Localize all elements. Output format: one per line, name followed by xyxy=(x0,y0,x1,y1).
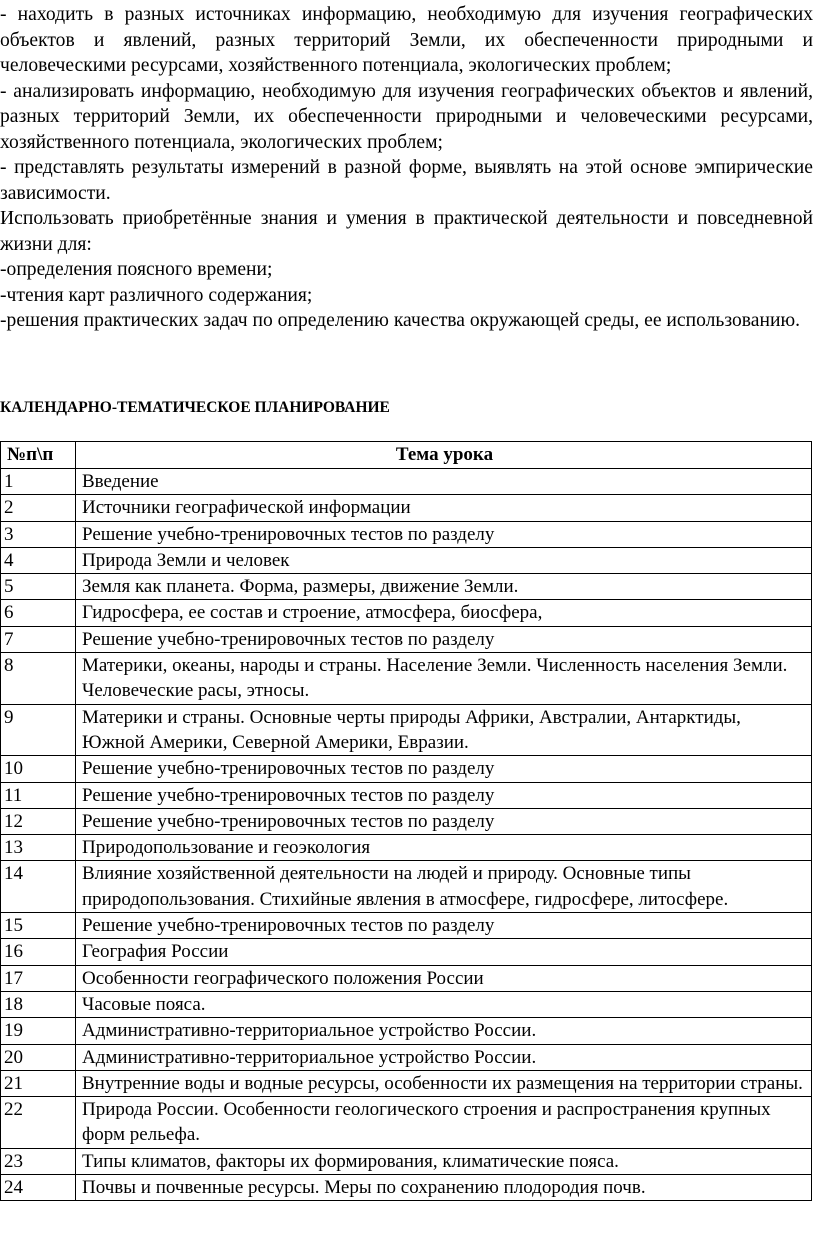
intro-paragraph: - анализировать информацию, необходимую для изучения географических объектов и явлений, разных территорий Земли, их обеспеченности природными и человеческими ресурсами, хозяйственного потенциала, экологических проблем; xyxy=(0,80,813,153)
lesson-topic-cell: Решение учебно-тренировочных тестов по разделу xyxy=(76,782,812,808)
intro-paragraph: -чтения карт различного содержания; xyxy=(0,284,313,306)
lesson-number-cell: 8 xyxy=(1,653,76,705)
table-row xyxy=(1,1175,812,1201)
table-row xyxy=(1,704,812,756)
table-row xyxy=(1,913,812,939)
lesson-topic-cell: Материки, океаны, народы и страны. Население Земли. Численность населения Земли. Человеческие расы, этносы. xyxy=(76,653,812,705)
lesson-topic-cell: Особенности географического положения России xyxy=(76,965,812,991)
table-row xyxy=(1,835,812,861)
lesson-topic-cell: Решение учебно-тренировочных тестов по разделу xyxy=(76,913,812,939)
lesson-topic-cell: География России xyxy=(76,939,812,965)
intro-paragraph: - находить в разных источниках информацию, необходимую для изучения географических объектов и явлений, разных территорий Земли, их обеспеченности природными и человеческими ресурсами, хозяйственного потенциала, экологических проблем; xyxy=(0,4,813,76)
column-header-topic: Тема урока xyxy=(76,442,812,469)
lesson-topic-cell: Административно-территориальное устройство России. xyxy=(76,1018,812,1044)
lesson-topic-cell: Природопользование и геоэкология xyxy=(76,835,812,861)
lesson-topic-cell: Земля как планета. Форма, размеры, движение Земли. xyxy=(76,574,812,600)
lesson-number-cell: 14 xyxy=(1,861,76,913)
lesson-number-cell: 20 xyxy=(1,1044,76,1070)
lesson-number-cell: 23 xyxy=(1,1148,76,1174)
lesson-number-cell: 10 xyxy=(1,756,76,782)
table-row xyxy=(1,495,812,521)
lesson-topic-cell: Гидросфера, ее состав и строение, атмосфера, биосфера, xyxy=(76,600,812,626)
table-row xyxy=(1,469,812,495)
lesson-topic-cell: Часовые пояса. xyxy=(76,991,812,1017)
lesson-number-cell: 5 xyxy=(1,574,76,600)
lesson-number-cell: 13 xyxy=(1,835,76,861)
table-row xyxy=(1,600,812,626)
table-row xyxy=(1,756,812,782)
lesson-number-cell: 22 xyxy=(1,1097,76,1149)
intro-paragraph: - представлять результаты измерений в разной форме, выявлять на этой основе эмпирические зависимости. xyxy=(0,157,813,204)
table-header-row xyxy=(1,442,812,469)
table-row xyxy=(1,1097,812,1149)
lesson-number-cell: 4 xyxy=(1,547,76,573)
table-row xyxy=(1,808,812,834)
lesson-topic-cell: Почвы и почвенные ресурсы. Меры по сохранению плодородия почв. xyxy=(76,1175,812,1201)
lesson-number-cell: 7 xyxy=(1,626,76,652)
lesson-topic-cell: Внутренние воды и водные ресурсы, особенности их размещения на территории страны. xyxy=(76,1070,812,1096)
lesson-number-cell: 21 xyxy=(1,1070,76,1096)
table-row xyxy=(1,1070,812,1096)
lesson-number-cell: 3 xyxy=(1,521,76,547)
table-row xyxy=(1,861,812,913)
lesson-number-cell: 19 xyxy=(1,1018,76,1044)
table-body xyxy=(1,469,812,1201)
lesson-number-cell: 11 xyxy=(1,782,76,808)
table-row xyxy=(1,939,812,965)
table-row xyxy=(1,965,812,991)
lesson-plan-table xyxy=(0,441,812,1201)
intro-paragraph: Использовать приобретённые знания и умения в практической деятельности и повседневной жизни для: xyxy=(0,208,813,255)
lesson-number-cell: 16 xyxy=(1,939,76,965)
lesson-number-cell: 15 xyxy=(1,913,76,939)
intro-paragraph: -решения практических задач по определению качества окружающей среды, ее использованию. xyxy=(0,310,800,331)
column-header-number: №п\п xyxy=(1,442,76,469)
lesson-topic-cell: Решение учебно-тренировочных тестов по разделу xyxy=(76,808,812,834)
lesson-topic-cell: Влияние хозяйственной деятельности на людей и природу. Основные типы природопользования. Стихийные явления в атмосфере, гидросфере, литосфере. xyxy=(76,861,812,913)
lesson-topic-cell: Решение учебно-тренировочных тестов по разделу xyxy=(76,756,812,782)
table-row xyxy=(1,574,812,600)
section-heading: КАЛЕНДАРНО-ТЕМАТИЧЕСКОЕ ПЛАНИРОВАНИЕ xyxy=(0,399,390,416)
table-row xyxy=(1,1148,812,1174)
lesson-topic-cell: Типы климатов, факторы их формирования, климатические пояса. xyxy=(76,1148,812,1174)
intro-text xyxy=(0,2,816,334)
table-row xyxy=(1,782,812,808)
table-row xyxy=(1,991,812,1017)
lesson-number-cell: 17 xyxy=(1,965,76,991)
table-row xyxy=(1,1044,812,1070)
table-row xyxy=(1,653,812,705)
lesson-number-cell: 6 xyxy=(1,600,76,626)
lesson-number-cell: 18 xyxy=(1,991,76,1017)
lesson-topic-cell: Административно-территориальное устройство России. xyxy=(76,1044,812,1070)
lesson-topic-cell: Природа России. Особенности геологического строения и распространения крупных форм рельефа. xyxy=(76,1097,812,1149)
lesson-number-cell: 24 xyxy=(1,1175,76,1201)
table-row xyxy=(1,547,812,573)
lesson-number-cell: 2 xyxy=(1,495,76,521)
table-row xyxy=(1,1018,812,1044)
lesson-number-cell: 9 xyxy=(1,704,76,756)
lesson-topic-cell: Материки и страны. Основные черты природы Африки, Австралии, Антарктиды, Южной Америки, Северной Америки, Евразии. xyxy=(76,704,812,756)
lesson-topic-cell: Источники географической информации xyxy=(76,495,812,521)
lesson-topic-cell: Решение учебно-тренировочных тестов по разделу xyxy=(76,521,812,547)
lesson-topic-cell: Введение xyxy=(76,469,812,495)
lesson-number-cell: 1 xyxy=(1,469,76,495)
table-row xyxy=(1,626,812,652)
intro-paragraph: -определения поясного времени; xyxy=(0,259,273,280)
table-row xyxy=(1,521,812,547)
lesson-topic-cell: Решение учебно-тренировочных тестов по разделу xyxy=(76,626,812,652)
lesson-number-cell: 12 xyxy=(1,808,76,834)
lesson-topic-cell: Природа Земли и человек xyxy=(76,547,812,573)
